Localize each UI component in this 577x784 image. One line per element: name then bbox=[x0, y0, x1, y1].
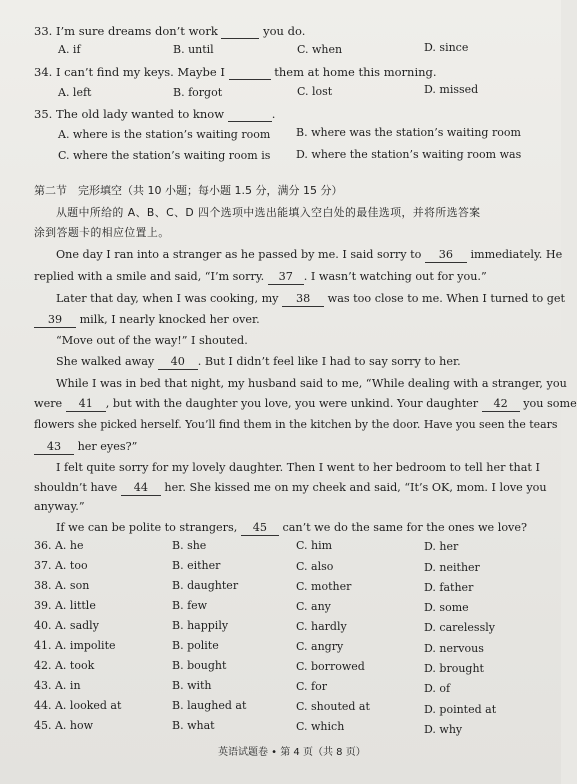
blank-41: 41 bbox=[66, 397, 106, 412]
blank-43: 43 bbox=[34, 440, 74, 455]
section-heading: 第二节 完形填空（共 10 小题；每小题 1.5 分，满分 15 分） bbox=[34, 184, 343, 197]
passage-line-8 bbox=[34, 397, 577, 412]
option-b: B. either bbox=[172, 559, 221, 572]
option-d: D. some bbox=[424, 601, 469, 614]
passage-text: . But I didn’t feel like I had to say sorry to her. bbox=[197, 355, 461, 368]
q34-option-b: B. forgot bbox=[173, 86, 223, 99]
option-c: C. hardly bbox=[296, 620, 347, 633]
option-a: 36. A. he bbox=[34, 539, 84, 552]
option-b: B. she bbox=[172, 539, 207, 552]
q34-option-d: D. missed bbox=[424, 83, 479, 96]
blank-37: 37 bbox=[268, 270, 304, 285]
option-d: D. nervous bbox=[424, 642, 484, 655]
option-c: C. also bbox=[296, 560, 334, 573]
passage-text: you some bbox=[523, 397, 577, 410]
option-a: 38. A. son bbox=[34, 579, 90, 592]
blank-39: 39 bbox=[34, 313, 76, 328]
option-b: B. what bbox=[172, 719, 215, 732]
passage-text: her eyes?” bbox=[77, 440, 138, 453]
option-b: B. bought bbox=[172, 659, 227, 672]
q34-option-c: C. lost bbox=[297, 85, 333, 98]
option-a: 37. A. too bbox=[34, 559, 88, 572]
option-c: C. angry bbox=[296, 640, 344, 653]
q35-option-d: D. where the station’s waiting room was bbox=[296, 148, 522, 161]
passage-text: If we can be polite to strangers, bbox=[56, 521, 238, 534]
option-b: B. happily bbox=[172, 619, 229, 632]
passage-text: One day I ran into a stranger as he passed by me. I said sorry to bbox=[56, 248, 422, 261]
option-b: B. daughter bbox=[172, 579, 239, 592]
question-33 bbox=[34, 24, 305, 39]
passage-text: . I wasn’t watching out for you.” bbox=[303, 270, 487, 283]
option-d: D. father bbox=[424, 581, 474, 594]
passage-line-6 bbox=[56, 355, 461, 370]
option-c: C. which bbox=[296, 720, 345, 733]
q35-option-b: B. where was the station’s waiting room bbox=[296, 126, 521, 139]
q33-option-c: C. when bbox=[297, 43, 343, 56]
passage-line-2 bbox=[34, 270, 487, 285]
passage-text: She walked away bbox=[56, 355, 155, 368]
option-c: C. for bbox=[296, 680, 327, 693]
option-a: 41. A. impolite bbox=[34, 639, 116, 652]
blank-38: 38 bbox=[282, 292, 324, 307]
option-a: 40. A. sadly bbox=[34, 619, 99, 632]
option-a: 42. A. took bbox=[34, 659, 95, 672]
option-c: C. mother bbox=[296, 580, 352, 593]
blank-42: 42 bbox=[482, 397, 520, 412]
option-c: C. him bbox=[296, 539, 333, 552]
passage-line-3 bbox=[56, 292, 565, 307]
q35-option-c: C. where the station’s waiting room is bbox=[58, 149, 271, 162]
option-d: D. pointed at bbox=[424, 703, 497, 716]
passage-line-9: flowers she picked herself. You’ll find them in the kitchen by the door. Have you seen the tears bbox=[34, 418, 558, 431]
blank-44: 44 bbox=[121, 481, 161, 496]
option-c: C. shouted at bbox=[296, 700, 370, 713]
option-b: B. few bbox=[172, 599, 208, 612]
passage-text: milk, I nearly knocked her over. bbox=[79, 313, 260, 326]
passage-text: Later that day, when I was cooking, my bbox=[56, 292, 279, 305]
q35-option-a: A. where is the station’s waiting room bbox=[58, 128, 271, 141]
q35-blank bbox=[228, 107, 272, 122]
option-b: B. polite bbox=[172, 639, 219, 652]
question-35 bbox=[34, 107, 275, 122]
option-d: D. carelessly bbox=[424, 621, 495, 634]
option-a: 39. A. little bbox=[34, 599, 96, 612]
option-d: D. why bbox=[424, 723, 463, 736]
q33-option-b: B. until bbox=[173, 43, 214, 56]
option-a: 43. A. in bbox=[34, 679, 81, 692]
option-a: 44. A. looked at bbox=[34, 699, 122, 712]
q33-blank bbox=[221, 24, 259, 39]
passage-text: , but with the daughter you love, you were unkind. Your daughter bbox=[105, 397, 479, 410]
q33-stem-end: you do. bbox=[263, 24, 306, 38]
option-d: D. brought bbox=[424, 662, 484, 675]
passage-line-14 bbox=[56, 521, 527, 536]
q33-stem: 33. I’m sure dreams don’t work bbox=[34, 24, 218, 38]
option-a: 45. A. how bbox=[34, 719, 94, 732]
option-d: D. of bbox=[424, 682, 451, 695]
passage-line-4 bbox=[34, 313, 260, 328]
q35-stem: 35. The old lady wanted to know bbox=[34, 107, 225, 121]
q34-option-a: A. left bbox=[58, 86, 92, 99]
page-footer: 英语试题卷 • 第 4 页（共 8 页） bbox=[218, 747, 366, 758]
passage-text: can’t we do the same for the ones we love? bbox=[282, 521, 527, 534]
passage-line-1 bbox=[56, 248, 562, 263]
q34-stem: 34. I can’t find my keys. Maybe I bbox=[34, 65, 225, 79]
blank-45: 45 bbox=[241, 521, 279, 536]
q34-stem-end: them at home this morning. bbox=[274, 65, 437, 79]
option-d: D. her bbox=[424, 540, 459, 553]
passage-text: was too close to me. When I turned to get bbox=[327, 292, 566, 305]
section-instruction-line1: 从题中所给的 A、B、C、D 四个选项中选出能填入空白处的最佳选项，并将所选答案 bbox=[56, 206, 481, 219]
watermark-stamp bbox=[387, 0, 558, 122]
blank-36: 36 bbox=[425, 248, 467, 263]
q34-blank bbox=[229, 65, 271, 80]
passage-text: shouldn’t have bbox=[34, 481, 118, 494]
q35-stem-end: . bbox=[271, 107, 276, 121]
passage-line-5: “Move out of the way!” I shouted. bbox=[56, 334, 248, 347]
option-b: B. laughed at bbox=[172, 699, 247, 712]
option-d: D. neither bbox=[424, 561, 480, 574]
passage-text: replied with a smile and said, “I’m sorry. bbox=[34, 270, 265, 283]
question-34 bbox=[34, 65, 437, 80]
section-instruction-line2: 涂到答题卡的相应位置上。 bbox=[34, 226, 170, 239]
option-c: C. any bbox=[296, 600, 331, 613]
passage-line-10 bbox=[34, 440, 137, 455]
passage-text: her. She kissed me on my cheek and said, “It’s OK, mom. I love you bbox=[164, 481, 547, 494]
passage-text: immediately. He bbox=[470, 248, 563, 261]
passage-line-11: I felt quite sorry for my lovely daughter. Then I went to her bedroom to tell her that I bbox=[56, 461, 540, 474]
q33-option-d: D. since bbox=[424, 41, 469, 54]
passage-line-13: anyway.” bbox=[34, 500, 85, 513]
passage-line-7: While I was in bed that night, my husband said to me, “While dealing with a stranger, you bbox=[56, 377, 567, 390]
option-b: B. with bbox=[172, 679, 212, 692]
option-c: C. borrowed bbox=[296, 660, 365, 673]
blank-40: 40 bbox=[158, 355, 198, 370]
q33-option-a: A. if bbox=[58, 43, 81, 56]
passage-line-12 bbox=[34, 481, 547, 496]
passage-text: were bbox=[34, 397, 63, 410]
